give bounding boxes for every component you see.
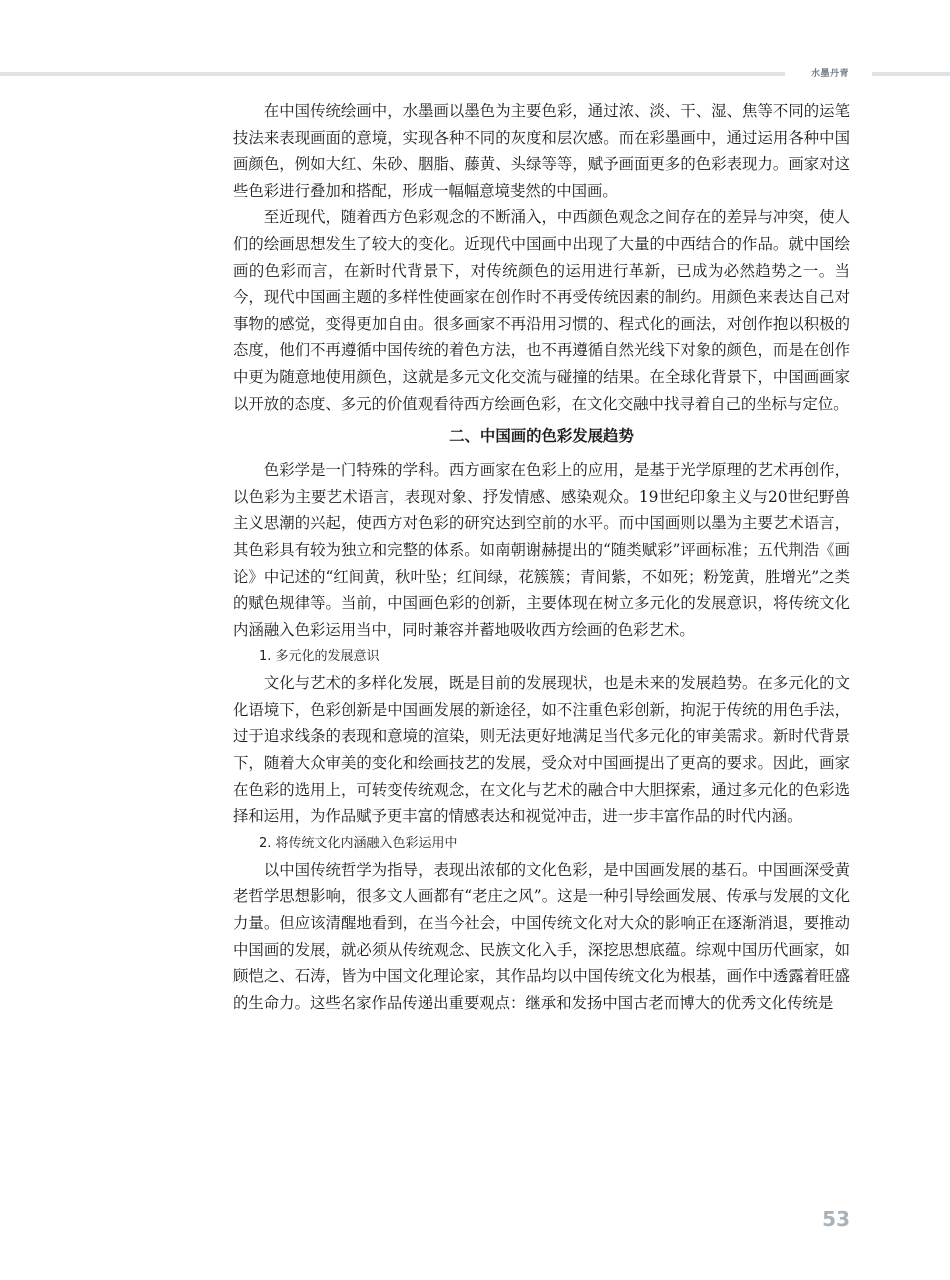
- subsection-2-title: 2. 将传统文化内涵融入色彩运用中: [259, 835, 458, 851]
- running-header-title: 水墨丹青: [810, 69, 849, 79]
- paragraph-ink-painting: 在中国传统绘画中，水墨画以墨色为主要色彩，通过浓、淡、干、湿、焦等不同的运笔技法来表现画面的意境，实现各种不同的灰度和层次感。而在彩墨画中，通过运用各种中国画颜色，例如大红、朱砂、胭脂、藤黄、头绿等等，赋予画面更多的色彩表现力。画家对这些色彩进行叠加和搭配，形成一幅幅意境斐然的中国画。: [233, 102, 850, 200]
- header-rule-right: [872, 72, 950, 76]
- subsection-1-title: 1. 多元化的发展意识: [259, 649, 380, 665]
- page-number: 53: [822, 1207, 850, 1231]
- header-rule-left: [0, 72, 785, 76]
- article-body: [233, 98, 850, 1016]
- section-heading: 二、中国画的色彩发展趋势: [449, 427, 634, 446]
- subsection-2-body: 以中国传统哲学为指导，表现出浓郁的文化色彩，是中国画发展的基石。中国画深受黄老哲学思想影响，很多文人画都有“老庄之风”。这是一种引导绘画发展、传承与发展的文化力量。但应该清醒地看到，在当今社会，中国传统文化对大众的影响正在逐渐消退，要推动中国画的发展，就必须从传统观念、民族文化入手，深挖思想底蕴。综观中国历代画家，如顾恺之、石涛，皆为中国文化理论家，其作品均以中国传统文化为根基，画作中透露着旺盛的生命力。这些名家作品传递出重要观点：继承和发扬中国古老而博大的优秀文化传统是: [233, 860, 850, 1012]
- subsection-1-body: 文化与艺术的多样化发展，既是目前的发展现状，也是未来的发展趋势。在多元化的文化语境下，色彩创新是中国画发展的新途径，如不注重色彩创新，拘泥于传统的用色手法，过于追求线条的表现和意境的渲染，则无法更好地满足当代多元化的审美需求。新时代背景下，随着大众审美的变化和绘画技艺的发展，受众对中国画提出了更高的要求。因此，画家在色彩的选用上，可转变传统观念，在文化与艺术的融合中大胆探索，通过多元化的色彩选择和运用，为作品赋予更丰富的情感表达和视觉冲击，进一步丰富作品的时代内涵。: [233, 674, 850, 826]
- paragraph-color-science: 色彩学是一门特殊的学科。西方画家在色彩上的应用，是基于光学原理的艺术再创作，以色彩为主要艺术语言，表现对象、抒发情感、感染观众。19世纪印象主义与20世纪野兽主义思潮的兴起，使西方对色彩的研究达到空前的水平。而中国画则以墨为主要艺术语言，其色彩具有较为独立和完整的体系。如南朝谢赫提出的“随类赋彩”评画标准；五代荆浩《画论》中记述的“红间黄，秋叶坠；红间绿，花簇簇；青间紫，不如死；粉笼黄，胜增光”之类的赋色规律等。当前，中国画色彩的创新，主要体现在树立多元化的发展意识，将传统文化内涵融入色彩运用当中，同时兼容并蓄地吸收西方绘画的色彩艺术。: [233, 461, 850, 639]
- paragraph-modern-era: 至近现代，随着西方色彩观念的不断涌入，中西颜色观念之间存在的差异与冲突，使人们的绘画思想发生了较大的变化。近现代中国画中出现了大量的中西结合的作品。就中国绘画的色彩而言，在新时代背景下，对传统颜色的运用进行革新，已成为必然趋势之一。当今，现代中国画主题的多样性使画家在创作时不再受传统因素的制约。用颜色来表达自己对事物的感觉，变得更加自由。很多画家不再沿用习惯的、程式化的画法，对创作抱以积极的态度，他们不再遵循中国传统的着色方法，也不再遵循自然光线下对象的颜色，而是在创作中更为随意地使用颜色，这就是多元文化交流与碰撞的结果。在全球化背景下，中国画画家以开放的态度、多元的价值观看待西方绘画色彩，在文化交融中找寻着自己的坐标与定位。: [233, 208, 850, 413]
